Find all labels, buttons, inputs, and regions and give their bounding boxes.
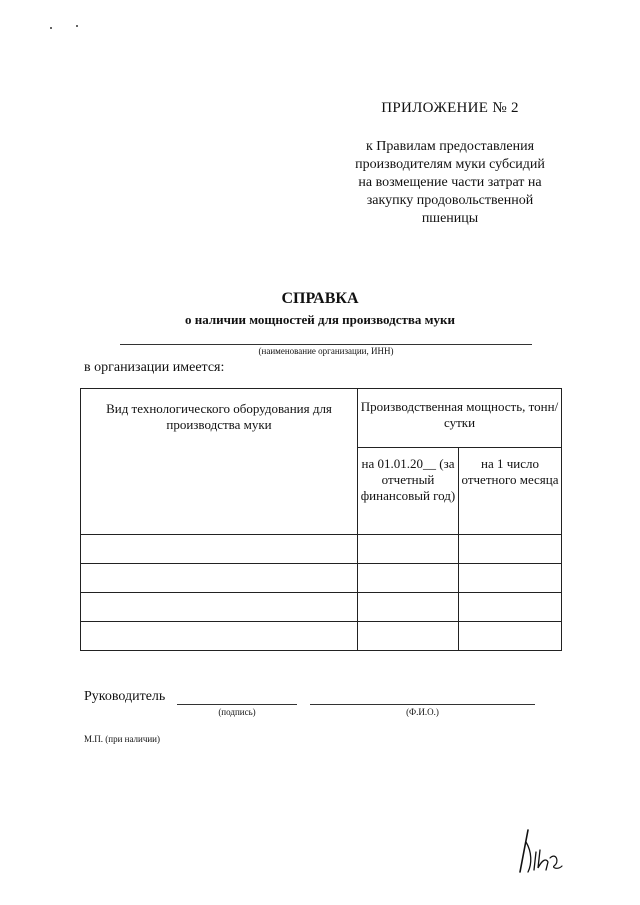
table-cell [358,622,459,651]
table-row [81,593,562,622]
table-cell [358,535,459,564]
table-cell [358,593,459,622]
table-cell [81,593,358,622]
signature-caption: (подпись) [218,707,256,717]
table-row [81,622,562,651]
annex-reference [330,138,570,228]
capacity-table [80,388,562,651]
table-row [81,535,562,564]
full-name-caption: (Ф.И.О.) [406,707,439,717]
header-capacity-year: на 01.01.20__ (за отчетный финансовый год) [358,448,459,535]
annex-line: производителям муки субсидий [355,157,545,172]
header-equipment: Вид технологического оборудования для производства муки [81,389,358,535]
table-row [81,564,562,593]
full-name-line [310,704,535,705]
annex-line: пшеницы [421,211,479,226]
table-cell [459,535,562,564]
table-cell [81,622,358,651]
organization-caption: (наименование организации, ИНН) [258,346,394,356]
table-cell [358,564,459,593]
table-cell [81,535,358,564]
annex-title: ПРИЛОЖЕНИЕ № 2 [381,100,519,116]
organization-has-label: в организации имеется: [84,360,225,375]
header-capacity: Производственная мощность, тонн/сутки [358,389,562,448]
table-cell [459,564,562,593]
stamp-note: М.П. (при наличии) [84,734,160,744]
signature-line [177,704,297,705]
annex-line: к Правилам предоставления [365,139,535,154]
annex-line: закупку продовольственной [366,193,534,208]
head-label: Руководитель [84,689,166,704]
table-cell [459,593,562,622]
document-subtitle: о наличии мощностей для производства муки [185,312,455,327]
organization-name-line [120,344,532,345]
table-cell [459,622,562,651]
annex-line: на возмещение части затрат на [358,175,542,190]
table-cell [81,564,358,593]
document-title: СПРАВКА [281,290,359,307]
scan-marks [48,18,88,36]
header-capacity-month: на 1 число отчетного месяца [459,448,562,535]
handwritten-initials [510,822,570,882]
